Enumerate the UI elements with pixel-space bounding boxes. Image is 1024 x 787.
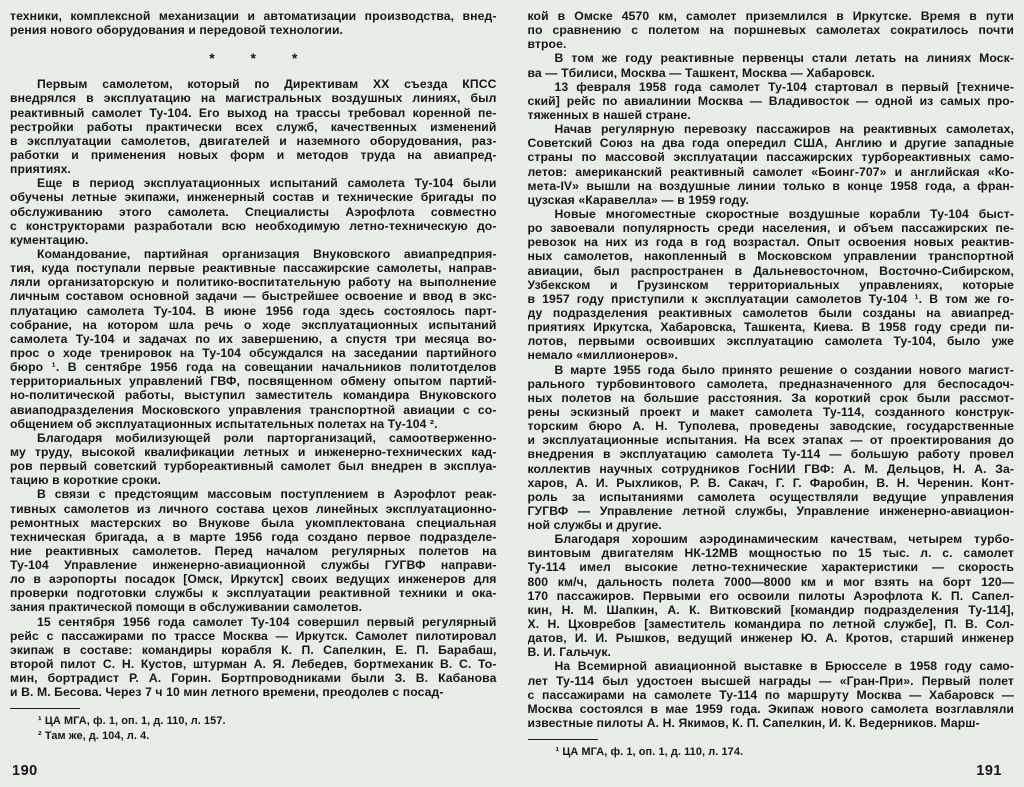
text-line: В том же году реактивные первенцы стали летать на линиях Моск- xyxy=(554,51,1014,66)
text-line: ных самолетов, накопленный в Московском управлении транспортной xyxy=(527,249,1014,264)
text-line: общением об эксплуатационных испытательных полетах на Ту-104 ². xyxy=(10,416,438,431)
text-line: 15 сентября 1956 года самолет Ту-104 совершил первый регулярный xyxy=(37,614,497,629)
text-line: рального турбовинтового самолета, предназначенного для беспосадоч- xyxy=(527,376,1014,391)
text-line: ляли организаторскую и политико-воспитательную работу на выполнение xyxy=(10,275,497,290)
section-break-stars: * * * xyxy=(209,50,314,67)
text-line: с пассажирами на самолете Ту-114 по маршруту Москва — Хабаровск — xyxy=(527,687,1014,702)
text-line: летов: американский реактивный самолет «Боинг-707» и английская «Ко- xyxy=(527,164,1014,179)
text-line: ревозок на них из года в год возрастал. Опыт освоения новых реактив- xyxy=(527,235,1014,250)
text-line: техническая бригада, а в марте 1956 года создано первое подразделе- xyxy=(10,529,497,544)
paragraph xyxy=(10,487,497,614)
footnote-rule xyxy=(10,708,80,709)
text-line: тяженных в нашей стране. xyxy=(527,107,691,122)
text-line: в 1957 году приступили к эксплуатации самолетов Ту-104 ¹. В том же го- xyxy=(527,291,1014,306)
page-number-right: 191 xyxy=(976,763,1002,779)
text-line: Советский Союз на два года опередил США, Англию и другие западные xyxy=(527,136,1014,151)
footnote: ² Там же, д. 104, л. 4. xyxy=(38,730,150,743)
text-line: харов, А. И. Рыхликов, Р. В. Сакач, Г. Г. Фаробин, В. Н. Черенин. Конт- xyxy=(527,475,1014,490)
text-line: рения нового оборудования и передовой технологии. xyxy=(10,23,344,38)
text-line: цузская «Каравелла» — в 1959 году. xyxy=(527,192,749,207)
text-line: торским бюро А. Н. Туполева, проведены заводские, государственные xyxy=(527,419,1014,434)
footnote: ¹ ЦА МГА, ф. 1, оп. 1, д. 110, л. 157. xyxy=(38,715,226,728)
text-line: втрое. xyxy=(527,37,567,52)
text-line: с конструкторами разработали всю необходимую летно-техническую до- xyxy=(10,218,497,233)
paragraph xyxy=(10,247,497,431)
text-line: Новые многоместные скоростные воздушные корабли Ту-104 быст- xyxy=(554,206,1014,221)
text-line: На Всемирной авиационной выставке в Брюсселе в 1958 году само- xyxy=(554,659,1014,674)
paragraph xyxy=(528,532,1015,659)
text-line: страны по массовой эксплуатации пассажирских турбореактивных само- xyxy=(527,150,1014,165)
text-line: коллектив научных сотрудников ГосНИИ ГВФ: А. М. Дельцов, Н. А. За- xyxy=(527,461,1014,476)
paragraph xyxy=(528,80,1015,122)
text-line: кой в Омске 4570 км, самолет приземлился в Иркутске. Время в пути xyxy=(527,9,1014,23)
paragraph xyxy=(10,431,497,488)
paragraph xyxy=(10,9,497,37)
text-line: второй пилот С. Н. Кустов, штурман А. Я. Лебедев, бортмеханик В. С. То- xyxy=(10,657,497,672)
text-line: авиации, был распространен в Дальневосточном, Восточно-Сибирском, xyxy=(527,263,1014,278)
paragraph xyxy=(528,363,1015,533)
page-number-left: 190 xyxy=(12,763,38,779)
text-line: В марте 1955 года было принято решение о создании нового магист- xyxy=(554,362,1014,377)
paragraph xyxy=(528,51,1015,79)
paragraph xyxy=(528,9,1015,51)
text-line: датов, И. И. Рышков, ведущий инженер Ю. А. Кротов, старший инженер xyxy=(527,631,1014,646)
text-line: территориальных управлений ГВФ, посвященном обмену опытом партий- xyxy=(10,374,497,389)
text-line: по сравнению с полетом на поршневых самолетах сократилось почти xyxy=(527,23,1014,38)
text-line: но-политической работы, выступил заместитель командира Внуковского xyxy=(10,388,497,403)
text-line: зания практической помощи в обслуживании самолетов. xyxy=(10,600,363,615)
text-line: кументацию. xyxy=(10,232,89,247)
paragraph xyxy=(528,659,1015,730)
text-line: ной службы и другие. xyxy=(527,518,662,533)
text-line: в эксплуатации самолетов, двигателей и наземного оборудования, раз- xyxy=(10,133,497,148)
text-line: роль за испытаниями самолета осуществляли ведущие управления xyxy=(527,489,1014,504)
text-line: рены эскизный проект и макет самолета Ту-114, созданного конструк- xyxy=(527,404,1014,419)
text-line: Ту-114 имел высокие летно-технические характеристики — скорость xyxy=(527,560,1014,575)
text-line: Начав регулярную перевозку пассажиров на реактивных самолетах, xyxy=(554,122,1014,137)
footnotes-191 xyxy=(528,745,1015,760)
paragraph xyxy=(528,207,1015,363)
text-line: немало «миллионеров». xyxy=(527,348,679,363)
text-line: винтовым двигателям НК-12МВ мощностью по 15 тыс. л. с. самолет xyxy=(527,546,1014,561)
text-line: внедрения в эксплуатацию самолета Ту-114 — большую работу провел xyxy=(527,447,1014,462)
text-line: плуатацию самолета Ту-104. В июне 1956 года здесь состоялось парт- xyxy=(10,303,497,318)
text-line: приятиях Иркутска, Хабаровска, Ташкента, Киева. В 1958 году среди пи- xyxy=(527,320,1014,335)
text-line: Благодаря мобилизующей роли парторганизаций, самоотверженно- xyxy=(37,430,497,445)
text-line: ГУГВФ — Управление летной службы, Управление инженерно-авиацион- xyxy=(527,503,1014,518)
text-line: приятиях. xyxy=(10,162,72,177)
paragraph xyxy=(10,176,497,247)
text-line: личным составом основной задачи — быстрейшее освоение и ввод в экс- xyxy=(10,289,497,304)
text-line: известные пилоты А. Н. Якимов, К. П. Сапелкин, И. К. Ведерников. Марш- xyxy=(527,716,980,731)
text-line: обучены летные экипажи, инженерный состав и технические бригады по xyxy=(10,190,497,205)
text-line: собрание, на котором шла речь о ходе эксплуатационных испытаний xyxy=(10,317,497,332)
text-line: прос о ходе тренировок на Ту-104 обсуждался на заседании партийного xyxy=(10,345,497,360)
text-line: реактивный самолет Ту-104. Его выход на трассы требовал коренной пе- xyxy=(10,105,497,120)
page-191 xyxy=(528,9,1015,779)
text-line: 170 пассажиров. Первыми его освоили пилоты Аэрофлота К. П. Сапел- xyxy=(527,588,1014,603)
text-line: Благодаря хорошим аэродинамическим качествам, четырем турбо- xyxy=(554,532,1014,547)
text-line: му труду, высокой квалификации летных и инженерно-технических кад- xyxy=(10,444,497,459)
text-line: и В. М. Бесова. Через 7 ч 10 мин летного времени, преодолев с посад- xyxy=(10,685,444,700)
text-line: рестройки работы практически всех служб, качественных изменений xyxy=(10,119,497,134)
text-line: ров первый советский турбореактивный самолет был внедрен в эксплуа- xyxy=(10,459,497,474)
text-line: ло в аэропорты посадок [Омск, Иркутск] своих ведущих инженеров для xyxy=(10,572,497,587)
text-line: тивных самолетов из личного состава цехов линейных эксплуатационно- xyxy=(10,501,497,516)
text-line: ных полетов на большие расстояния. За короткий срок были рассмот- xyxy=(527,390,1014,405)
page-190 xyxy=(10,9,497,779)
text-line: Командование, партийная организация Внуковского авиапредприя- xyxy=(37,246,497,261)
text-line: рейс с пассажирами по трассе Москва — Иркутск. Самолет пилотировал xyxy=(10,628,497,643)
text-line: бюро ¹. В сентябре 1956 года на совещании начальников политотделов xyxy=(10,360,497,375)
text-line: техники, комплексной механизации и автоматизации производства, внед- xyxy=(10,9,497,23)
text-line: обслуживанию этого самолета. Специалисты Аэрофлота совместно xyxy=(10,204,497,219)
text-line: тия, куда поступали первые реактивные пассажирские самолеты, направ- xyxy=(10,261,497,276)
page-190-text xyxy=(10,9,497,699)
text-line: внедрялся в эксплуатацию на магистральных воздушных линиях, был xyxy=(10,91,497,106)
text-line: экипаж в составе: командиры корабля К. П. Сапелкин, Е. П. Барабаш, xyxy=(10,642,497,657)
text-line: лет Ту-114 был удостоен высшей награды — «Гран-При». Первый полет xyxy=(527,673,1014,688)
footnote: ¹ ЦА МГА, ф. 1, оп. 1, д. 110, л. 174. xyxy=(555,746,744,759)
text-line: Ту-104 Управление инженерно-авиационной службы ГУГВФ направи- xyxy=(10,558,497,573)
text-line: Первым самолетом, который по Директивам XX съезда КПСС xyxy=(37,77,497,92)
text-line: работки и применения новых форм и методов труда на авиапред- xyxy=(10,147,497,162)
text-line: Еще в период эксплуатационных испытаний самолета Ту-104 были xyxy=(37,176,497,191)
text-line: ремонтных мастерских во Внукове была укомплектована специальная xyxy=(10,515,497,530)
text-line: Узбекском и Грузинском территориальных управлениях, которые xyxy=(527,277,1014,292)
text-line: лотов, первыми освоивших эксплуатацию самолета Ту-104, было уже xyxy=(527,334,1014,349)
page-191-text xyxy=(528,9,1015,730)
text-line: тацию в короткие сроки. xyxy=(10,473,162,488)
text-line: ду подразделения реактивных самолетов были созданы на авиапред- xyxy=(527,305,1014,320)
text-line: ва — Тбилиси, Москва — Ташкент, Москва — Хабаровск. xyxy=(527,65,875,80)
paragraph xyxy=(528,122,1015,207)
text-line: В связи с предстоящим массовым поступлением в Аэрофлот реак- xyxy=(37,487,497,502)
text-line: Х. Н. Цховребов [заместитель командира по летной службе], П. В. Сол- xyxy=(527,617,1014,632)
paragraph xyxy=(10,615,497,700)
text-line: ро завоевали популярность среди населения, и объем пассажирских пе- xyxy=(527,221,1014,236)
text-line: и эксплуатационные испытания. На всех этапах — от проектирования до xyxy=(527,433,1014,448)
text-line: В. И. Гальчук. xyxy=(527,645,612,660)
text-line: 13 февраля 1958 года самолет Ту-104 стартовал в первый [техниче- xyxy=(554,79,1014,94)
text-line: проверки подготовки службы к эксплуатации реактивной техники и ока- xyxy=(10,586,497,601)
footnote-rule xyxy=(528,739,598,740)
text-line: ние реактивных самолетов. Перед началом регулярных полетов на xyxy=(10,543,497,558)
text-line: Москва состоялся в мае 1959 года. Экипаж нового самолета возглавляли xyxy=(527,701,1014,716)
text-line: самолета Ту-104 и задачах по их завершению, а спустя три месяца во- xyxy=(10,331,497,346)
text-line: авиаподразделения Московского управления транспортной авиации с со- xyxy=(10,402,497,417)
text-line: ский] рейс по авиалинии Москва — Владивосток — одной из самых про- xyxy=(527,93,1014,108)
text-line: 800 км/ч, дальность полета 7000—8000 км и мог взять на борт 120— xyxy=(527,574,1014,589)
text-line: мета-IV» вышли на воздушные линии только в конце 1958 года, а фран- xyxy=(527,178,1014,193)
footnotes-190 xyxy=(10,714,497,743)
paragraph xyxy=(10,77,497,176)
text-line: кин, Н. М. Шапкин, А. К. Витковский [командир подразделения Ту-114], xyxy=(527,602,1014,617)
text-line: мин, бортрадист Р. А. Горин. Бортпроводниками были З. В. Кабанова xyxy=(10,671,497,686)
